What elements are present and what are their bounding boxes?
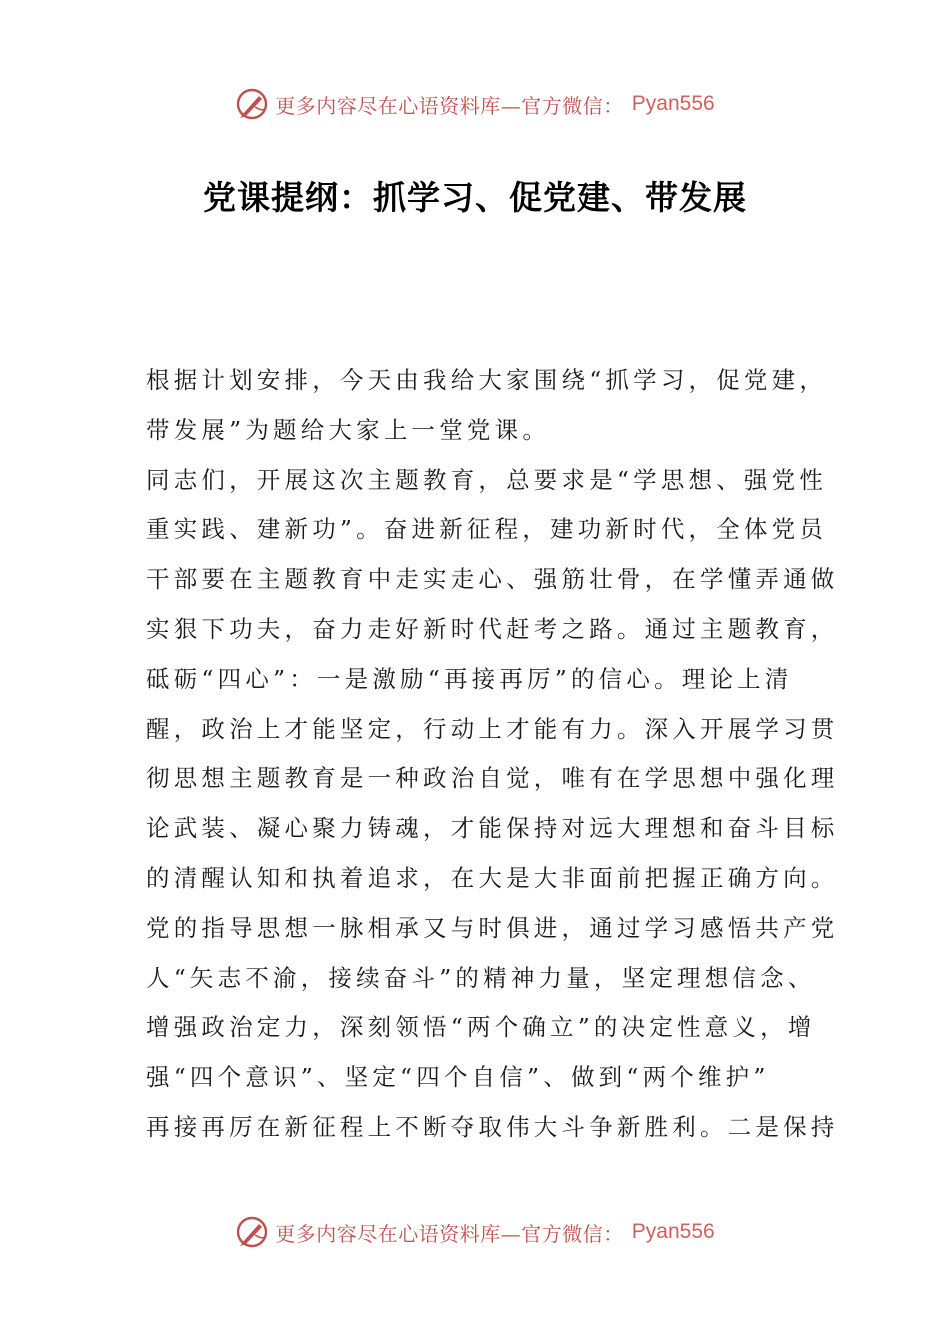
body-line: 党的指导思想一脉相承又与时俱进，通过学习感悟共产党 [146, 913, 839, 942]
body-line: 根据计划安排，今天由我给大家围绕“抓学习，促党建， [146, 366, 828, 394]
body-line: 论武装、凝心聚力铸魂，才能保持对远大理想和奋斗目标 [146, 814, 839, 843]
pen-logo-icon [235, 87, 269, 121]
body-line: 彻思想主题教育是一种政治自觉，唯有在学思想中强化理 [146, 764, 839, 793]
body-line: 干部要在主题教育中走实走心、强筋壮骨，在学懂弄通做 [146, 565, 839, 594]
wechat-id: Pyan556 [631, 1220, 715, 1243]
body-line: 再接再厉在新征程上不断夺取伟大斗争新胜利。二是保持 [146, 1112, 839, 1141]
body-line: 的清醒认知和执着追求，在大是大非面前把握正确方向。 [146, 863, 839, 892]
body-line: 重实践、建新功”。奋进新征程，建功新时代，全体党员 [146, 515, 828, 544]
wechat-id: Pyan556 [631, 92, 715, 115]
body-text [146, 356, 839, 1153]
body-line: 醒，政治上才能坚定，行动上才能有力。深入开展学习贯 [146, 714, 839, 743]
body-line: 强“四个意识”、坚定“四个自信”、做到“两个维护” [146, 1063, 770, 1092]
body-line: 实狠下功夫，奋力走好新时代赶考之路。通过主题教育， [146, 614, 839, 643]
pen-logo-icon [235, 1215, 269, 1249]
body-line: 增强政治定力，深刻领悟“两个确立”的决定性意义，增 [146, 1013, 816, 1042]
body-line: 砥砺“四心”：一是激励“再接再厉”的信心。理论上清 [146, 664, 793, 693]
body-line: 人“矢志不渝，接续奋斗”的精神力量，坚定理想信念、 [146, 963, 816, 992]
body-line: 带发展”为题给大家上一堂党课。 [146, 415, 551, 444]
header-banner [0, 84, 950, 124]
document-title: 党课提纲：抓学习、促党建、带发展 [203, 178, 747, 217]
body-line: 同志们，开展这次主题教育，总要求是“学思想、强党性 [146, 465, 828, 494]
footer-banner [0, 1212, 950, 1252]
banner-text: 更多内容尽在心语资料库—官方微信： [275, 1221, 624, 1246]
banner-text: 更多内容尽在心语资料库—官方微信： [275, 93, 624, 118]
